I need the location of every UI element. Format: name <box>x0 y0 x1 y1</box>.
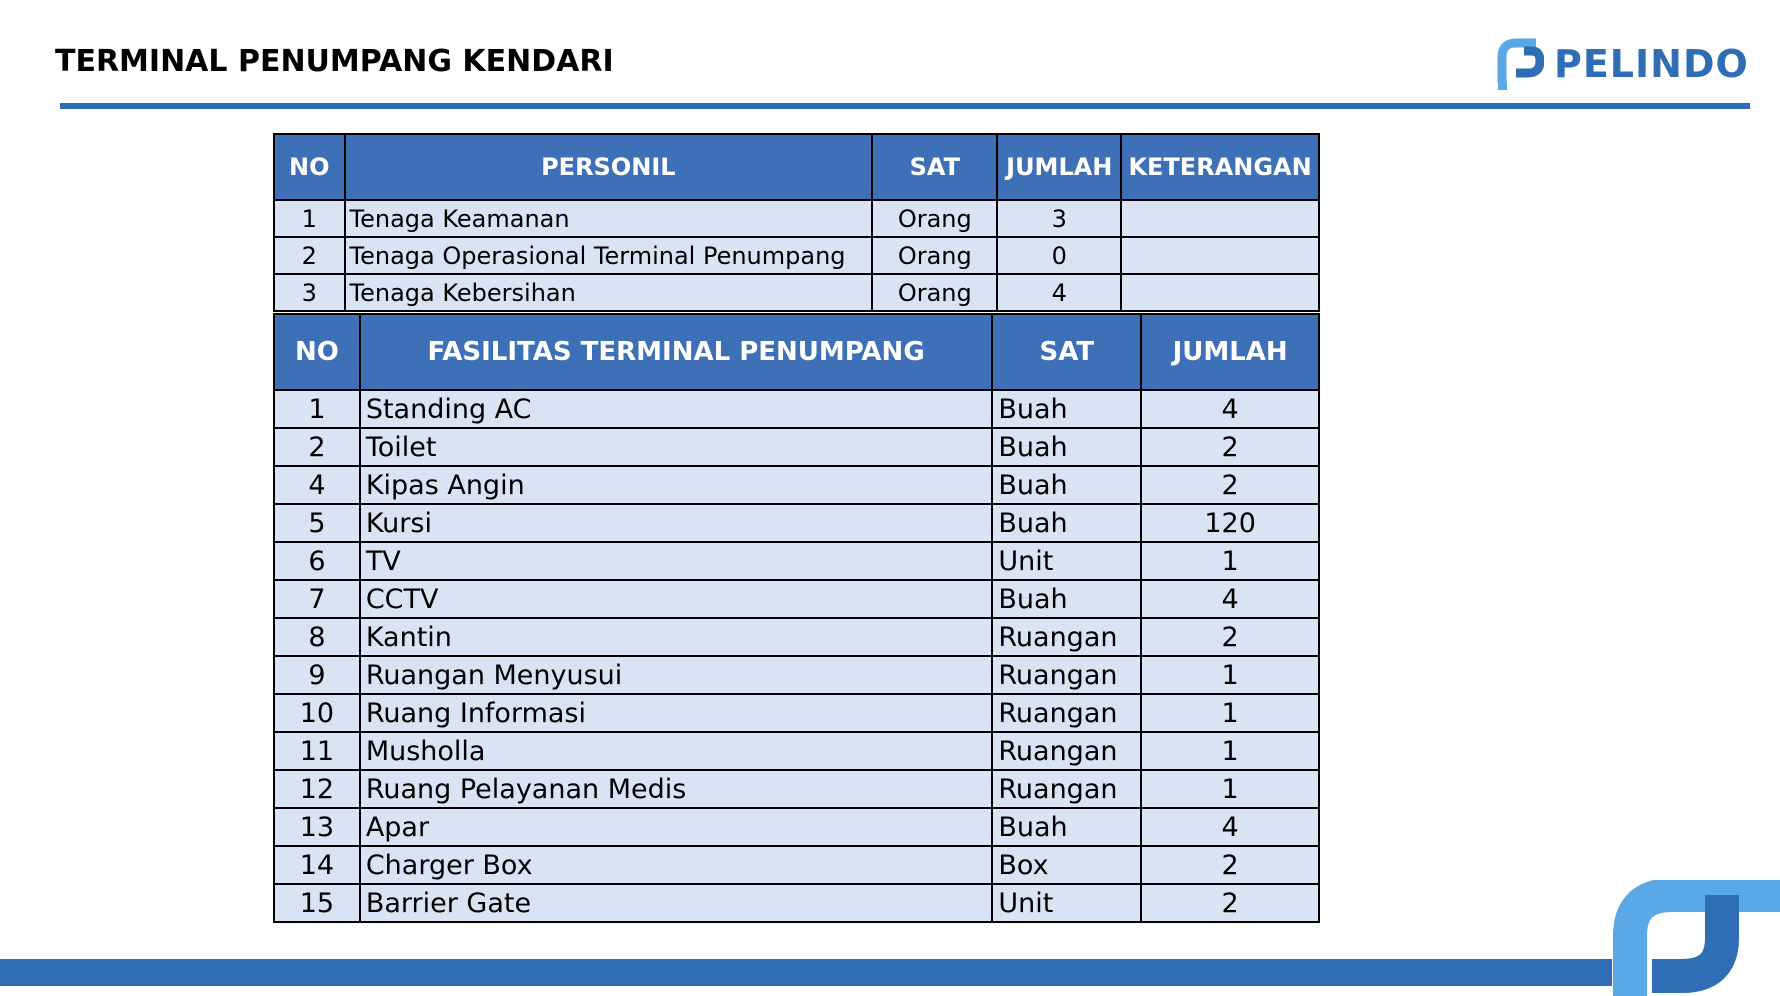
cell-fasilitas: Charger Box <box>360 846 993 884</box>
col-header-no: NO <box>274 134 345 200</box>
table-row <box>274 504 1319 542</box>
cell-jumlah: 120 <box>1141 504 1319 542</box>
cell-no: 14 <box>274 846 360 884</box>
cell-fasilitas: Toilet <box>360 428 993 466</box>
header-divider <box>60 103 1750 109</box>
col-header-sat: SAT <box>992 314 1141 390</box>
cell-sat: Ruangan <box>992 732 1141 770</box>
cell-fasilitas: CCTV <box>360 580 993 618</box>
table-row <box>274 694 1319 732</box>
table-row <box>274 542 1319 580</box>
cell-jumlah: 1 <box>1141 694 1319 732</box>
fasilitas-table <box>273 313 1320 923</box>
cell-no: 4 <box>274 466 360 504</box>
footer-bar <box>0 959 1612 986</box>
pelindo-mark-icon <box>1494 37 1544 91</box>
cell-sat: Buah <box>992 580 1141 618</box>
cell-no: 8 <box>274 618 360 656</box>
cell-personil: Tenaga Keamanan <box>345 200 873 237</box>
table-row <box>274 466 1319 504</box>
cell-sat: Orang <box>872 237 997 274</box>
cell-no: 5 <box>274 504 360 542</box>
cell-sat: Buah <box>992 504 1141 542</box>
pelindo-logo <box>1494 36 1749 92</box>
cell-no: 3 <box>274 274 345 311</box>
cell-no: 2 <box>274 428 360 466</box>
table-row <box>274 618 1319 656</box>
table-row <box>274 200 1319 237</box>
cell-fasilitas: Ruang Pelayanan Medis <box>360 770 993 808</box>
col-header-keterangan: KETERANGAN <box>1121 134 1319 200</box>
cell-fasilitas: Musholla <box>360 732 993 770</box>
cell-sat: Buah <box>992 428 1141 466</box>
table-row <box>274 390 1319 428</box>
table-header-row <box>274 314 1319 390</box>
col-header-personil: PERSONIL <box>345 134 873 200</box>
cell-jumlah: 1 <box>1141 656 1319 694</box>
table-row <box>274 846 1319 884</box>
cell-sat: Ruangan <box>992 656 1141 694</box>
col-header-jumlah: JUMLAH <box>997 134 1121 200</box>
cell-sat: Ruangan <box>992 618 1141 656</box>
pelindo-corner-mark-icon <box>1612 880 1780 996</box>
table-row <box>274 808 1319 846</box>
cell-jumlah: 4 <box>1141 808 1319 846</box>
cell-personil: Tenaga Operasional Terminal Penumpang <box>345 237 873 274</box>
cell-sat: Buah <box>992 808 1141 846</box>
cell-sat: Buah <box>992 390 1141 428</box>
cell-jumlah: 2 <box>1141 618 1319 656</box>
cell-fasilitas: Kipas Angin <box>360 466 993 504</box>
cell-sat: Ruangan <box>992 694 1141 732</box>
table-row <box>274 656 1319 694</box>
cell-jumlah: 2 <box>1141 846 1319 884</box>
table-row <box>274 884 1319 922</box>
cell-no: 6 <box>274 542 360 580</box>
col-header-no: NO <box>274 314 360 390</box>
cell-sat: Orang <box>872 200 997 237</box>
cell-jumlah: 2 <box>1141 428 1319 466</box>
cell-jumlah: 4 <box>997 274 1121 311</box>
table-row <box>274 274 1319 311</box>
cell-jumlah: 4 <box>1141 390 1319 428</box>
cell-fasilitas: Standing AC <box>360 390 993 428</box>
cell-no: 10 <box>274 694 360 732</box>
col-header-jumlah: JUMLAH <box>1141 314 1319 390</box>
cell-jumlah: 2 <box>1141 884 1319 922</box>
cell-no: 13 <box>274 808 360 846</box>
cell-jumlah: 2 <box>1141 466 1319 504</box>
cell-keterangan <box>1121 200 1319 237</box>
cell-sat: Orang <box>872 274 997 311</box>
logo-wordmark: PELINDO <box>1554 42 1749 86</box>
cell-sat: Unit <box>992 542 1141 580</box>
cell-no: 2 <box>274 237 345 274</box>
cell-keterangan <box>1121 274 1319 311</box>
cell-no: 12 <box>274 770 360 808</box>
personil-table <box>273 133 1320 312</box>
cell-jumlah: 1 <box>1141 732 1319 770</box>
page-title: TERMINAL PENUMPANG KENDARI <box>55 44 614 79</box>
cell-jumlah: 4 <box>1141 580 1319 618</box>
cell-sat: Buah <box>992 466 1141 504</box>
cell-no: 15 <box>274 884 360 922</box>
cell-sat: Unit <box>992 884 1141 922</box>
cell-no: 1 <box>274 390 360 428</box>
col-header-sat: SAT <box>872 134 997 200</box>
cell-fasilitas: Kursi <box>360 504 993 542</box>
table-header-row <box>274 134 1319 200</box>
cell-keterangan <box>1121 237 1319 274</box>
cell-no: 7 <box>274 580 360 618</box>
cell-jumlah: 1 <box>1141 542 1319 580</box>
table-row <box>274 237 1319 274</box>
cell-no: 11 <box>274 732 360 770</box>
cell-fasilitas: Ruang Informasi <box>360 694 993 732</box>
cell-fasilitas: Kantin <box>360 618 993 656</box>
table-row <box>274 770 1319 808</box>
cell-sat: Box <box>992 846 1141 884</box>
cell-no: 9 <box>274 656 360 694</box>
cell-sat: Ruangan <box>992 770 1141 808</box>
cell-fasilitas: Barrier Gate <box>360 884 993 922</box>
cell-fasilitas: Apar <box>360 808 993 846</box>
cell-jumlah: 1 <box>1141 770 1319 808</box>
table-row <box>274 428 1319 466</box>
col-header-fasilitas: FASILITAS TERMINAL PENUMPANG <box>360 314 993 390</box>
table-row <box>274 580 1319 618</box>
cell-fasilitas: TV <box>360 542 993 580</box>
cell-jumlah: 3 <box>997 200 1121 237</box>
cell-fasilitas: Ruangan Menyusui <box>360 656 993 694</box>
cell-no: 1 <box>274 200 345 237</box>
table-row <box>274 732 1319 770</box>
cell-jumlah: 0 <box>997 237 1121 274</box>
cell-personil: Tenaga Kebersihan <box>345 274 873 311</box>
